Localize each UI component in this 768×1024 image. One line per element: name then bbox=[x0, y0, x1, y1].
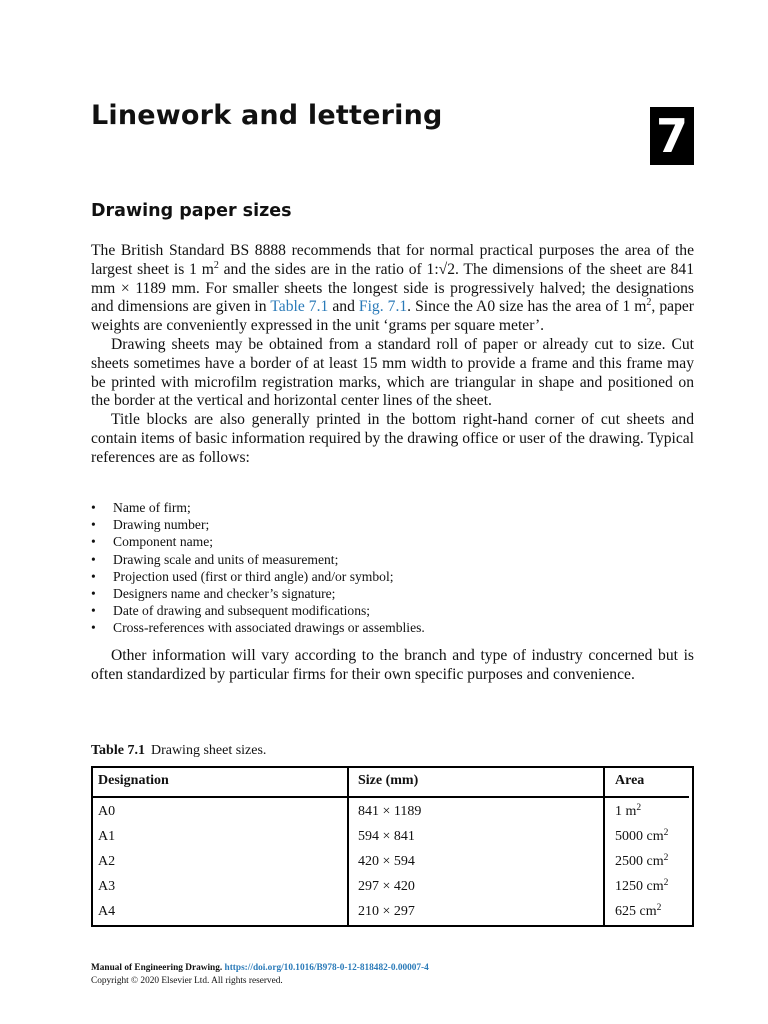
list-item-text: Cross-references with associated drawings or assemblies. bbox=[113, 620, 425, 636]
header-rule bbox=[93, 796, 689, 798]
table-header-area: Area bbox=[615, 773, 645, 788]
list-item bbox=[91, 516, 694, 533]
list-item bbox=[91, 585, 694, 602]
footer-citation bbox=[91, 962, 429, 975]
list-item-text: Date of drawing and subsequent modifications; bbox=[113, 603, 371, 619]
superscript: 2 bbox=[663, 828, 669, 838]
chapter-number-badge: 7 bbox=[650, 107, 694, 165]
table-cell-area bbox=[615, 879, 668, 895]
section-heading: Drawing paper sizes bbox=[91, 201, 292, 221]
list-item bbox=[91, 533, 694, 550]
superscript: 2 bbox=[636, 803, 642, 813]
paragraph-1-text-c: and bbox=[328, 298, 359, 316]
area-value: 1250 cm bbox=[615, 879, 664, 894]
bullet-icon: • bbox=[91, 517, 96, 533]
footer-doi-link[interactable]: https://doi.org/10.1016/B978-0-12-818482-0.00007-4 bbox=[224, 963, 429, 973]
superscript: 2 bbox=[656, 903, 662, 913]
body-text bbox=[91, 242, 694, 468]
paragraph-3: Title blocks are also generally printed in the bottom right-hand corner of cut sheets and contain items of basic information required by the drawing office or user of the drawing. Typical references are as follows: bbox=[91, 411, 694, 466]
table-cell-area bbox=[615, 904, 661, 920]
table-cell-area bbox=[615, 829, 668, 845]
paragraph-1-text-b: and the sides are in the ratio of 1:√2. The dimensions of the sheet are 841 mm × 1189 mm. For smaller sheets the longest side is progressively halved; the designations and dimensions are given in bbox=[91, 260, 694, 316]
area-value: 5000 cm bbox=[615, 829, 664, 844]
table-cell-size: 297 × 420 bbox=[358, 879, 415, 894]
table-cell-designation: A2 bbox=[98, 854, 116, 869]
table-caption-text: Drawing sheet sizes. bbox=[150, 743, 267, 758]
table-cell-size: 594 × 841 bbox=[358, 829, 415, 844]
footer-copyright: Copyright © 2020 Elsevier Ltd. All rights reserved. bbox=[91, 976, 283, 986]
bullet-icon: • bbox=[91, 551, 96, 567]
list-item-text: Projection used (first or third angle) and/or symbol; bbox=[113, 568, 394, 584]
bullet-icon: • bbox=[91, 586, 96, 602]
table-header-designation: Designation bbox=[98, 773, 169, 788]
list-item-text: Drawing scale and units of measurement; bbox=[113, 551, 339, 567]
paragraph-1-text-a: The British Standard BS 8888 recommends that for normal practical purposes the area of the largest sheet is 1 m bbox=[91, 242, 694, 278]
table-cell-size: 841 × 1189 bbox=[358, 804, 422, 819]
area-value: 625 cm bbox=[615, 904, 657, 919]
superscript: 2 bbox=[646, 297, 652, 309]
title-block-references-list bbox=[91, 499, 694, 637]
table-cell-size: 420 × 594 bbox=[358, 854, 415, 869]
table-cell-designation: A3 bbox=[98, 879, 116, 894]
paragraph-1 bbox=[91, 242, 694, 336]
area-value: 2500 cm bbox=[615, 854, 664, 869]
bullet-icon: • bbox=[91, 534, 96, 550]
list-item-text: Drawing number; bbox=[113, 517, 210, 533]
table-7-1-link[interactable]: Table 7.1 bbox=[270, 298, 329, 316]
table-cell-area bbox=[615, 854, 668, 870]
list-item bbox=[91, 499, 694, 516]
paragraph-1-text-d: . Since the A0 size has the area of 1 m bbox=[407, 298, 647, 316]
superscript: 2 bbox=[213, 259, 219, 271]
superscript: 2 bbox=[663, 878, 669, 888]
list-item-text: Name of firm; bbox=[113, 500, 191, 515]
list-item bbox=[91, 619, 694, 636]
table-header-size: Size (mm) bbox=[358, 773, 419, 788]
paragraph-2: Drawing sheets may be obtained from a standard roll of paper or already cut to size. Cut sheets sometimes have a border of at least 15 mm width to provide a frame and this frame may be printed with microfilm registration marks, which are triangular in shape and positioned on the border at the vertical and horizontal center lines of the sheet. bbox=[91, 335, 694, 410]
footer-book-title: Manual of Engineering Drawing. bbox=[91, 963, 223, 973]
table-caption bbox=[91, 743, 266, 759]
list-item bbox=[91, 602, 694, 619]
list-item bbox=[91, 568, 694, 585]
paragraph-1-text-e: , paper weights are conveniently expressed in the unit ‘grams per square meter’. bbox=[91, 298, 694, 335]
table-cell-designation: A0 bbox=[98, 804, 116, 819]
table-cell-area bbox=[615, 804, 641, 820]
bullet-icon: • bbox=[91, 500, 96, 515]
table-cell-designation: A1 bbox=[98, 829, 116, 844]
column-divider bbox=[603, 768, 605, 925]
bullet-icon: • bbox=[91, 603, 96, 619]
page-footer bbox=[91, 962, 429, 988]
table-cell-size: 210 × 297 bbox=[358, 904, 415, 919]
bullet-icon: • bbox=[91, 568, 96, 584]
table-caption-label: Table 7.1 bbox=[91, 743, 145, 758]
list-item-text: Designers name and checker’s signature; bbox=[113, 586, 336, 602]
chapter-title: Linework and lettering bbox=[91, 100, 443, 131]
bullet-icon: • bbox=[91, 620, 96, 636]
area-value: 1 m bbox=[615, 804, 637, 819]
superscript: 2 bbox=[663, 853, 669, 863]
paragraph-4: Other information will vary according to the branch and type of industry concerned but is often standardized by particular firms for their own specific purposes and convenience. bbox=[91, 647, 694, 683]
drawing-sheet-sizes-table bbox=[91, 766, 694, 927]
list-item-text: Component name; bbox=[113, 534, 214, 550]
column-divider bbox=[347, 768, 349, 925]
list-item bbox=[91, 551, 694, 568]
table-cell-designation: A4 bbox=[98, 904, 116, 919]
fig-7-1-link[interactable]: Fig. 7.1 bbox=[358, 298, 408, 316]
